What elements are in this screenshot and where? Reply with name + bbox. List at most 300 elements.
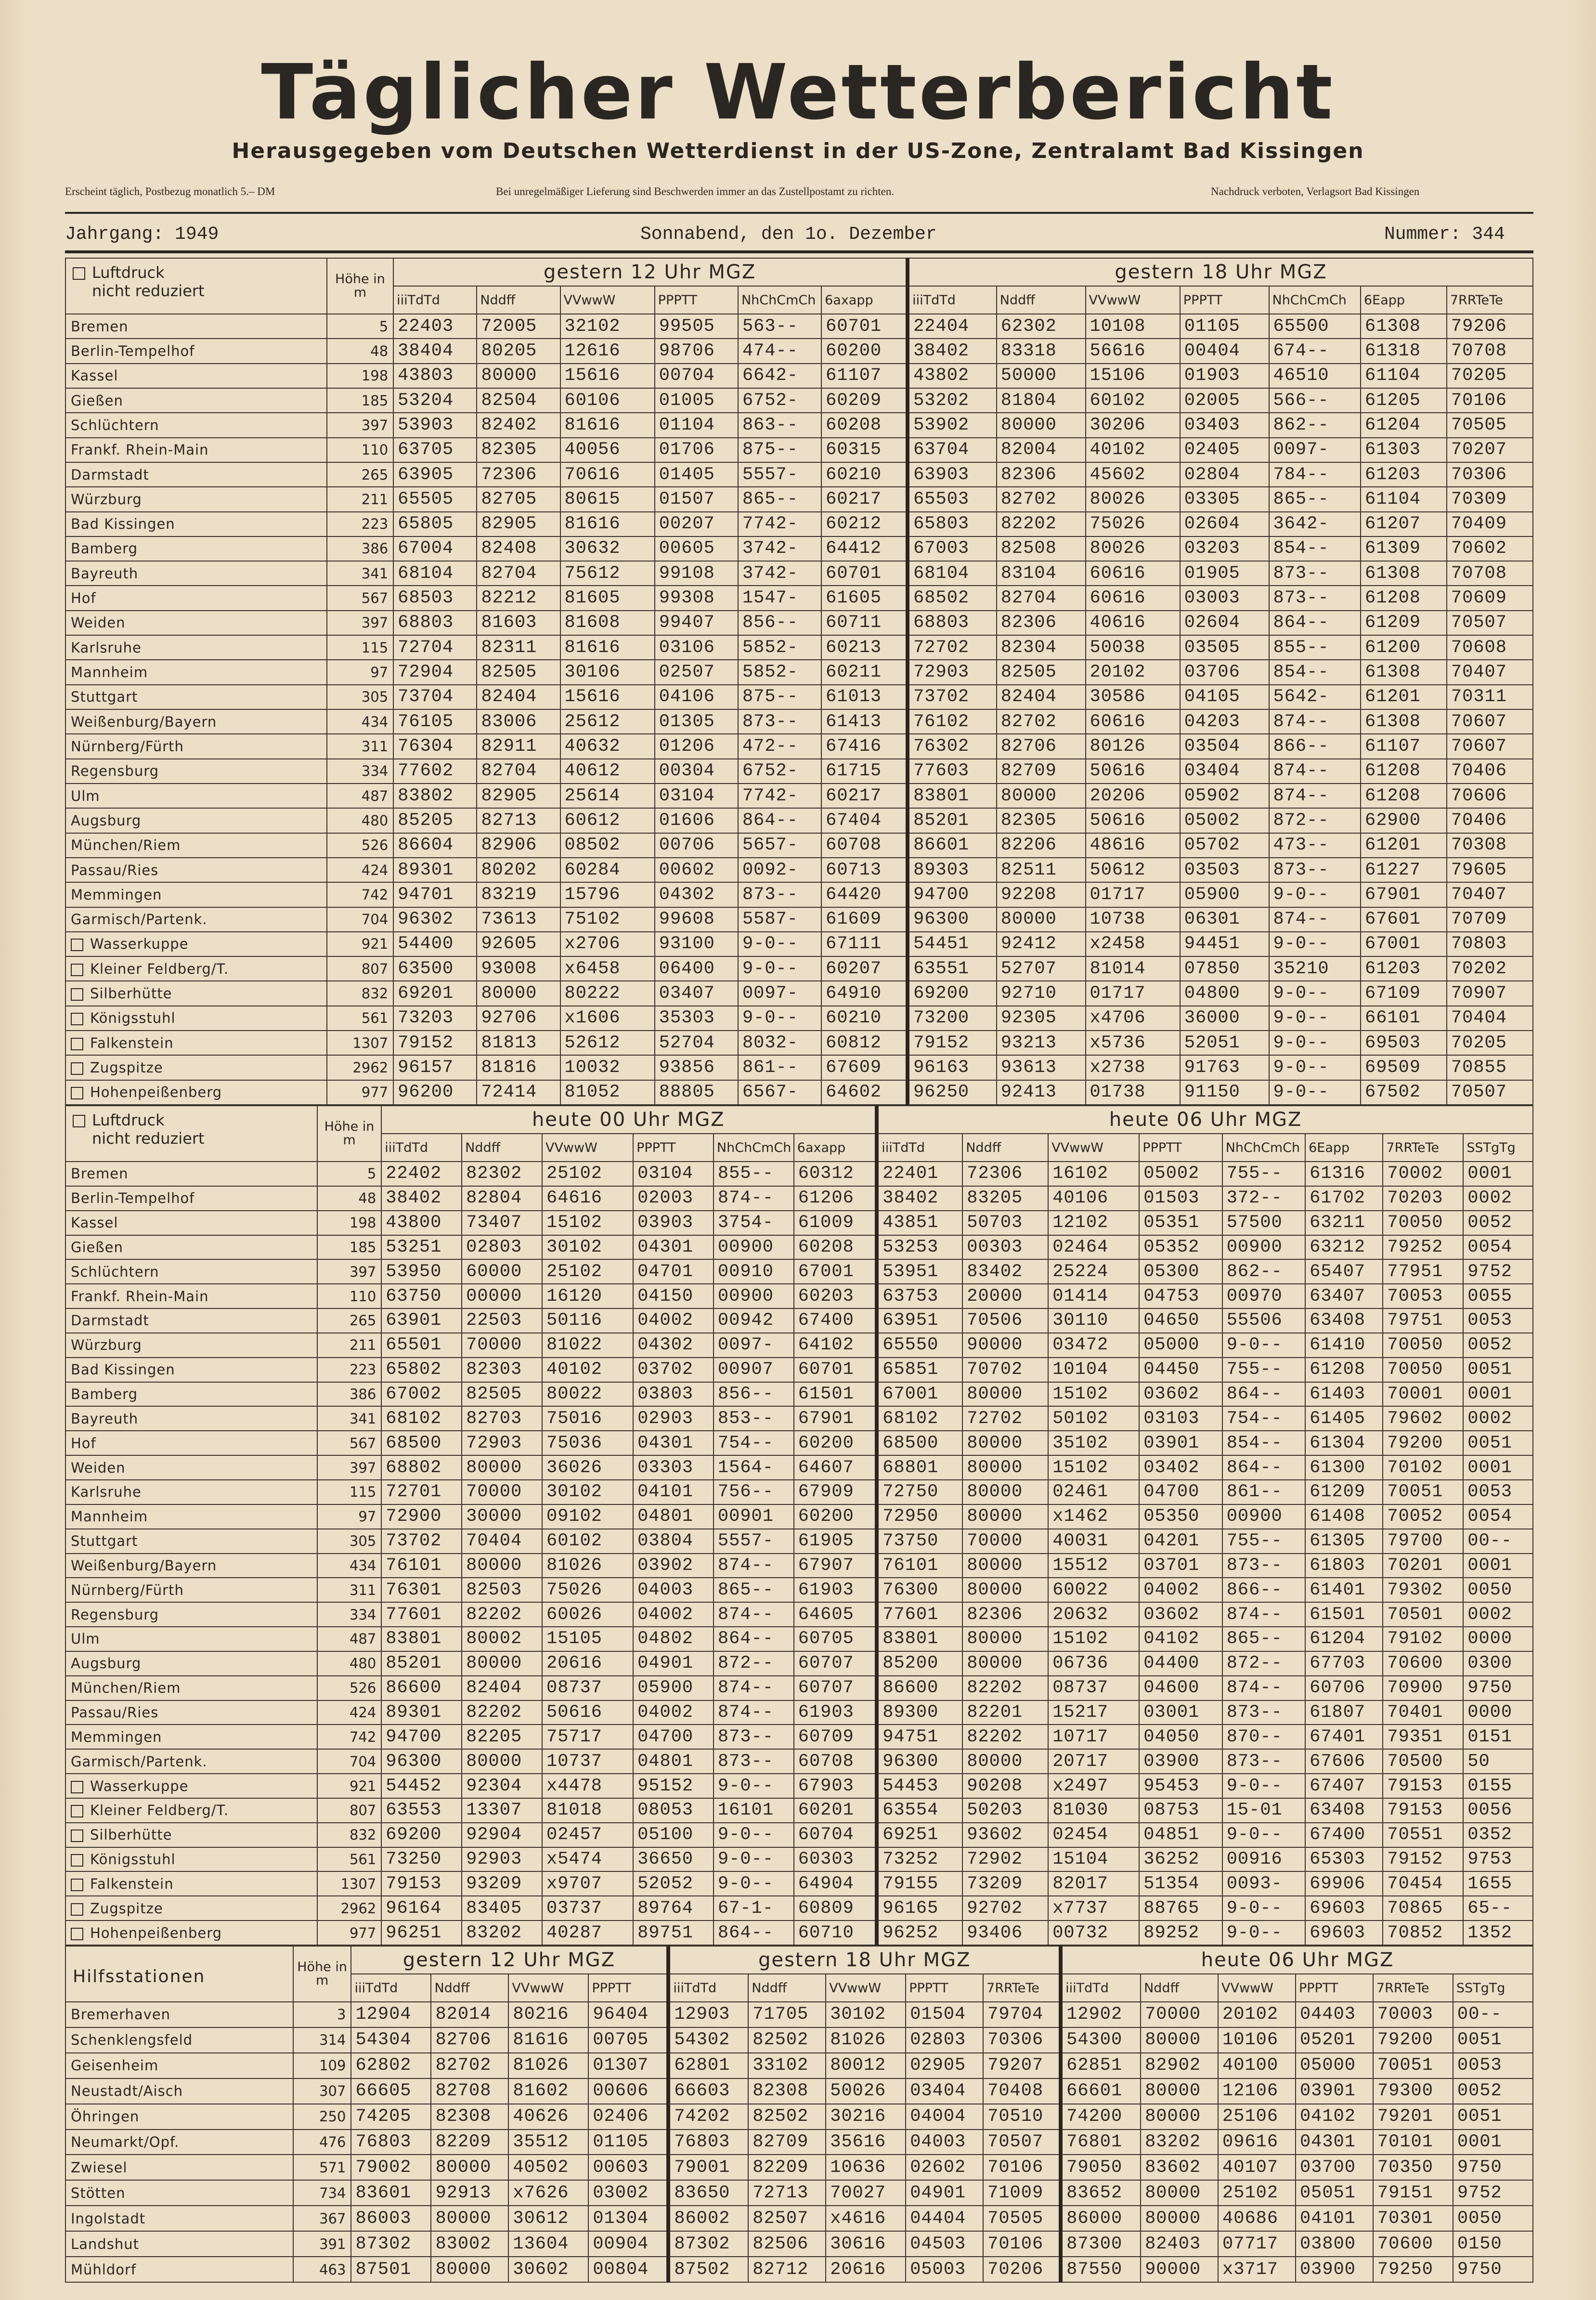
data-cell: 04106 <box>655 685 738 709</box>
data-cell: 73702 <box>908 685 997 709</box>
column-header: PPPTT <box>588 1974 668 2002</box>
data-cell: 82209 <box>431 2130 508 2155</box>
data-cell: 80000 <box>962 1504 1048 1529</box>
data-cell: x1606 <box>560 1006 655 1031</box>
data-cell: 61605 <box>821 586 908 610</box>
data-cell: 30216 <box>826 2104 906 2130</box>
column-header: SSTgTg <box>1463 1134 1533 1162</box>
station-label: Falkenstein <box>90 1034 174 1051</box>
data-cell: 74200 <box>1061 2104 1141 2130</box>
data-cell: 60713 <box>821 858 908 882</box>
data-cell: 00970 <box>1222 1284 1305 1308</box>
data-cell: 79351 <box>1383 1725 1463 1749</box>
data-cell: 01005 <box>655 388 738 413</box>
station-row <box>65 2206 1533 2231</box>
station-row <box>65 1431 1533 1455</box>
data-cell: 79206 <box>1447 314 1533 339</box>
station-name <box>65 2257 293 2282</box>
data-cell: x6458 <box>560 956 655 981</box>
data-cell: 80222 <box>560 981 655 1006</box>
data-cell: 86600 <box>877 1676 962 1700</box>
data-cell: 67003 <box>908 536 997 561</box>
station-name <box>65 388 327 413</box>
column-header: NhChCmCh <box>1222 1134 1305 1162</box>
data-cell: 81813 <box>477 1031 560 1055</box>
station-name <box>65 1676 317 1700</box>
data-cell: 82504 <box>477 388 560 413</box>
data-cell: 50203 <box>962 1798 1048 1823</box>
data-cell: 82702 <box>997 487 1086 511</box>
data-cell: 60616 <box>1086 586 1180 610</box>
data-cell: 60102 <box>542 1529 633 1554</box>
data-cell: 03900 <box>1139 1749 1222 1774</box>
data-cell: 40102 <box>542 1358 633 1382</box>
data-cell: 82403 <box>1141 2231 1218 2257</box>
data-cell: 25106 <box>1218 2104 1296 2130</box>
data-cell: 04400 <box>1139 1651 1222 1676</box>
data-cell: 30000 <box>462 1504 542 1529</box>
data-cell: 30110 <box>1048 1308 1139 1333</box>
data-cell: 12616 <box>560 339 655 363</box>
station-height: 341 <box>327 561 394 586</box>
data-cell: 63905 <box>393 462 477 487</box>
data-cell: 60200 <box>794 1431 877 1455</box>
data-cell: 22404 <box>908 314 997 339</box>
data-cell: 93602 <box>962 1823 1048 1847</box>
data-cell: 96300 <box>381 1749 462 1774</box>
data-cell: 62851 <box>1061 2053 1141 2078</box>
data-cell: 05352 <box>1139 1235 1222 1260</box>
data-cell: 9-0-- <box>1269 932 1361 956</box>
data-cell: 67601 <box>1361 907 1447 932</box>
data-cell: 02604 <box>1180 512 1269 536</box>
data-cell: 61107 <box>1361 734 1447 758</box>
station-name <box>65 1235 317 1260</box>
data-cell: 05350 <box>1139 1504 1222 1529</box>
station-label: Darmstadt <box>71 1312 149 1329</box>
data-cell: 70501 <box>1383 1602 1463 1627</box>
station-height: 115 <box>327 635 394 660</box>
data-cell: 3642- <box>1269 512 1361 536</box>
station-row <box>65 981 1533 1006</box>
table-auxiliary-stations <box>65 1946 1533 2283</box>
station-row <box>65 660 1533 684</box>
station-name <box>65 2053 293 2078</box>
data-cell: 00207 <box>655 512 738 536</box>
station-name <box>65 858 327 882</box>
data-cell: 00605 <box>655 536 738 561</box>
station-row <box>65 1725 1533 1749</box>
data-cell: 61413 <box>821 709 908 734</box>
data-cell: 08753 <box>1139 1798 1222 1823</box>
data-cell: 03305 <box>1180 487 1269 511</box>
data-cell: 856-- <box>714 1382 794 1407</box>
data-cell: 79200 <box>1383 1431 1463 1455</box>
station-height: 1307 <box>317 1871 381 1896</box>
data-cell: 82505 <box>477 660 560 684</box>
data-cell: 65501 <box>381 1333 462 1358</box>
data-cell: 04503 <box>906 2231 983 2257</box>
data-cell: 01507 <box>655 487 738 511</box>
station-row <box>65 413 1533 437</box>
data-cell: 63750 <box>381 1284 462 1308</box>
checkbox-icon <box>71 964 83 976</box>
header-rule-top <box>65 212 1533 214</box>
data-cell: 79050 <box>1061 2155 1141 2180</box>
data-cell: 70606 <box>1447 784 1533 808</box>
data-cell: 70500 <box>1383 1749 1463 1774</box>
station-name <box>65 1455 317 1480</box>
data-cell: 03701 <box>1139 1554 1222 1578</box>
data-cell: 63554 <box>877 1798 962 1823</box>
data-cell: 80000 <box>1141 2027 1218 2053</box>
data-cell: 67901 <box>794 1406 877 1431</box>
data-cell: 07850 <box>1180 956 1269 981</box>
column-header: Nddff <box>748 1974 826 2002</box>
data-cell: 70616 <box>560 462 655 487</box>
data-cell: 04102 <box>1139 1627 1222 1651</box>
data-cell: 96251 <box>381 1921 462 1945</box>
data-cell: 874-- <box>714 1554 794 1578</box>
data-cell: 875-- <box>738 685 821 709</box>
station-label: Memmingen <box>71 1728 162 1745</box>
data-cell: 82302 <box>462 1162 542 1186</box>
data-cell: 82703 <box>462 1406 542 1431</box>
data-cell: 01504 <box>906 2002 983 2027</box>
data-cell: 67002 <box>381 1382 462 1407</box>
data-cell: 00705 <box>588 2027 668 2053</box>
data-cell: 60210 <box>821 462 908 487</box>
data-cell: 03504 <box>1180 734 1269 758</box>
data-cell: 0002 <box>1463 1186 1533 1211</box>
data-cell: 6752- <box>738 759 821 784</box>
column-header: Nddff <box>997 286 1086 314</box>
station-label: Bremen <box>71 1165 129 1182</box>
data-cell: 53902 <box>908 413 997 437</box>
data-cell: 00907 <box>714 1358 794 1382</box>
data-cell: 83006 <box>477 709 560 734</box>
data-cell: 80000 <box>462 1651 542 1676</box>
data-cell: 61309 <box>1361 536 1447 561</box>
station-name <box>65 1162 317 1186</box>
station-row <box>65 1031 1533 1055</box>
data-cell: 9-0-- <box>738 932 821 956</box>
data-cell: 80000 <box>962 1749 1048 1774</box>
station-name <box>65 611 327 635</box>
data-cell: 73203 <box>393 1006 477 1031</box>
data-cell: 83402 <box>962 1259 1048 1284</box>
data-cell: 61303 <box>1361 438 1447 462</box>
station-row <box>65 1006 1533 1031</box>
data-cell: 33102 <box>748 2053 826 2078</box>
station-label: Hohenpeißenberg <box>90 1084 222 1101</box>
data-cell: 96252 <box>877 1921 962 1945</box>
station-name <box>65 956 327 981</box>
data-cell: 01104 <box>655 413 738 437</box>
data-cell: 65407 <box>1305 1259 1383 1284</box>
data-cell: 00900 <box>1222 1235 1305 1260</box>
data-cell: 5852- <box>738 660 821 684</box>
station-row <box>65 1235 1533 1260</box>
publisher-line: Herausgegeben vom Deutschen Wetterdienst in der US-Zone, Zentralamt Bad Kissingen <box>232 139 1364 163</box>
data-cell: x2497 <box>1048 1774 1139 1798</box>
column-header: PPPTT <box>655 286 738 314</box>
data-cell: 38404 <box>393 339 477 363</box>
data-cell: 04302 <box>633 1333 714 1358</box>
data-cell: 64412 <box>821 536 908 561</box>
data-cell: 784-- <box>1269 462 1361 487</box>
data-cell: 92904 <box>462 1823 542 1847</box>
data-cell: 03702 <box>633 1358 714 1382</box>
checkbox-icon <box>71 1879 83 1891</box>
data-cell: 70600 <box>1373 2231 1453 2257</box>
data-cell: 30102 <box>542 1235 633 1260</box>
data-cell: 82404 <box>462 1676 542 1700</box>
data-cell: 99505 <box>655 314 738 339</box>
data-cell: 70051 <box>1373 2053 1453 2078</box>
station-row <box>65 1406 1533 1431</box>
data-cell: 72704 <box>393 635 477 660</box>
data-cell: 01706 <box>655 438 738 462</box>
data-cell: x4478 <box>542 1774 633 1798</box>
data-cell: 63408 <box>1305 1798 1383 1823</box>
data-cell: 03404 <box>1180 759 1269 784</box>
data-cell: 80000 <box>997 784 1086 808</box>
data-cell: 53204 <box>393 388 477 413</box>
station-name <box>65 734 327 758</box>
station-height: 48 <box>317 1186 381 1211</box>
data-cell: 82205 <box>462 1725 542 1749</box>
data-cell: 04403 <box>1296 2002 1373 2027</box>
station-name <box>65 2206 293 2231</box>
station-height: 397 <box>317 1259 381 1284</box>
data-cell: 1655 <box>1463 1871 1533 1896</box>
data-cell: 46510 <box>1269 364 1361 388</box>
station-label: Garmisch/Partenk. <box>71 1753 208 1770</box>
station-height: 487 <box>327 784 394 808</box>
data-cell: 70202 <box>1447 956 1533 981</box>
station-name <box>65 1186 317 1211</box>
data-cell: 9-0-- <box>714 1823 794 1847</box>
station-label: Zwiesel <box>71 2159 128 2176</box>
data-cell: 61702 <box>1305 1186 1383 1211</box>
data-cell: 36026 <box>542 1455 633 1480</box>
data-cell: 38402 <box>908 339 997 363</box>
data-cell: 73613 <box>477 907 560 932</box>
station-row <box>65 339 1533 363</box>
data-cell: 04003 <box>906 2130 983 2155</box>
data-cell: 25102 <box>1218 2180 1296 2206</box>
data-cell: 30102 <box>826 2002 906 2027</box>
data-cell: 873-- <box>714 1725 794 1749</box>
data-cell: 61308 <box>1361 561 1447 586</box>
data-cell: 70203 <box>1383 1186 1463 1211</box>
data-cell: 0052 <box>1463 1333 1533 1358</box>
data-cell: 66605 <box>351 2078 431 2104</box>
data-cell: 81804 <box>997 388 1086 413</box>
data-cell: 94751 <box>877 1725 962 1749</box>
data-cell: 81616 <box>560 413 655 437</box>
station-name <box>65 462 327 487</box>
data-cell: 00404 <box>1180 339 1269 363</box>
data-cell: 8032- <box>738 1031 821 1055</box>
data-cell: 61903 <box>794 1578 877 1602</box>
station-name <box>65 1006 327 1031</box>
data-cell: 80000 <box>997 413 1086 437</box>
data-cell: 865-- <box>1269 487 1361 511</box>
data-cell: 89301 <box>381 1700 462 1725</box>
data-cell: 04101 <box>633 1480 714 1504</box>
station-label: Augsburg <box>71 1655 142 1672</box>
data-cell: 92706 <box>477 1006 560 1031</box>
station-label: Passau/Ries <box>71 1704 159 1721</box>
station-name <box>65 2002 293 2027</box>
data-cell: 70409 <box>1447 512 1533 536</box>
data-cell: 866-- <box>1269 734 1361 758</box>
station-row <box>65 1259 1533 1284</box>
data-cell: 70505 <box>983 2206 1061 2231</box>
data-cell: 52052 <box>633 1871 714 1896</box>
station-label: Stuttgart <box>71 1533 138 1550</box>
station-label: Gießen <box>71 1239 123 1255</box>
data-cell: 0001 <box>1463 1382 1533 1407</box>
data-cell: 60701 <box>821 314 908 339</box>
data-cell: 65500 <box>1269 314 1361 339</box>
station-label: Schlüchtern <box>71 417 159 433</box>
station-label: Nürnberg/Fürth <box>71 1581 184 1598</box>
station-name <box>65 1847 317 1872</box>
data-cell: 82709 <box>997 759 1086 784</box>
data-cell: 9753 <box>1463 1847 1533 1872</box>
data-cell: 94451 <box>1180 932 1269 956</box>
data-cell: 0093- <box>1222 1871 1305 1896</box>
data-cell: 50038 <box>1086 635 1180 660</box>
data-cell: 72900 <box>381 1504 462 1529</box>
data-cell: 60210 <box>821 1006 908 1031</box>
data-cell: 81018 <box>542 1798 633 1823</box>
data-cell: 80026 <box>1086 487 1180 511</box>
data-cell: 82202 <box>962 1725 1048 1749</box>
data-cell: 67400 <box>1305 1823 1383 1847</box>
data-cell: 60211 <box>821 660 908 684</box>
data-cell: 82202 <box>997 512 1086 536</box>
data-cell: 82404 <box>997 685 1086 709</box>
data-cell: 00706 <box>655 833 738 858</box>
station-height: 742 <box>317 1725 381 1749</box>
data-cell: 89751 <box>633 1921 714 1945</box>
station-row <box>65 759 1533 784</box>
data-cell: 50102 <box>1048 1406 1139 1431</box>
data-cell: 80000 <box>962 1480 1048 1504</box>
data-cell: 03901 <box>1139 1431 1222 1455</box>
data-cell: 60207 <box>821 956 908 981</box>
data-cell: 0155 <box>1463 1774 1533 1798</box>
station-label: Nürnberg/Fürth <box>71 738 184 755</box>
data-cell: 82304 <box>997 635 1086 660</box>
station-label: Neustadt/Aisch <box>71 2083 183 2100</box>
checkbox-icon <box>71 1781 83 1793</box>
data-cell: 61308 <box>1361 314 1447 339</box>
data-cell: 04753 <box>1139 1284 1222 1308</box>
data-cell: 92710 <box>997 981 1086 1006</box>
station-height: 341 <box>317 1406 381 1431</box>
data-cell: 70106 <box>983 2155 1061 2180</box>
station-height: 734 <box>293 2180 351 2206</box>
data-cell: 80002 <box>462 1627 542 1651</box>
column-header: PPPTT <box>1296 1974 1373 2002</box>
station-height: 305 <box>317 1529 381 1554</box>
data-cell: 70308 <box>1447 833 1533 858</box>
data-cell: 79704 <box>983 2002 1061 2027</box>
data-cell: 10636 <box>826 2155 906 2180</box>
group-header-1: gestern 12 Uhr MGZ <box>393 258 908 286</box>
column-header: VVwwW <box>826 1974 906 2002</box>
data-cell: 72306 <box>477 462 560 487</box>
station-name <box>65 1431 317 1455</box>
data-cell: 38402 <box>877 1186 962 1211</box>
data-cell: 862-- <box>1269 413 1361 437</box>
data-cell: 76302 <box>908 734 997 758</box>
data-cell: 61209 <box>1305 1480 1383 1504</box>
data-cell: 04050 <box>1139 1725 1222 1749</box>
data-cell: 03902 <box>633 1554 714 1578</box>
data-cell: 69200 <box>381 1823 462 1847</box>
data-cell: 63407 <box>1305 1284 1383 1308</box>
station-name <box>65 1055 327 1080</box>
data-cell: 48616 <box>1086 833 1180 858</box>
column-header: VVwwW <box>560 286 655 314</box>
data-cell: 70852 <box>1383 1921 1463 1945</box>
data-cell: 04600 <box>1139 1676 1222 1700</box>
data-cell: 874-- <box>714 1602 794 1627</box>
data-cell: 30206 <box>1086 413 1180 437</box>
data-cell: 67004 <box>393 536 477 561</box>
station-label: Garmisch/Partenk. <box>71 911 208 928</box>
station-name <box>65 1651 317 1676</box>
data-cell: 04302 <box>655 882 738 907</box>
issue-number: Nummer: 344 <box>1384 224 1505 245</box>
data-cell: 70406 <box>1447 759 1533 784</box>
station-label: Kleiner Feldberg/T. <box>90 1802 229 1819</box>
station-row <box>65 956 1533 981</box>
column-header: Nddff <box>1141 1974 1218 2002</box>
data-cell: 1352 <box>1463 1921 1533 1945</box>
data-cell: 875-- <box>738 438 821 462</box>
data-cell: 35303 <box>655 1006 738 1031</box>
data-cell: 6567- <box>738 1080 821 1105</box>
data-cell: 54400 <box>393 932 477 956</box>
column-header: VVwwW <box>1086 286 1180 314</box>
volume-year: Jahrgang: 1949 <box>65 224 219 245</box>
station-height: 397 <box>327 611 394 635</box>
data-cell: 50116 <box>542 1308 633 1333</box>
data-cell: 70407 <box>1447 882 1533 907</box>
station-height: 5 <box>317 1162 381 1186</box>
data-cell: 15796 <box>560 882 655 907</box>
data-cell: 72902 <box>962 1847 1048 1872</box>
data-cell: 96163 <box>908 1055 997 1080</box>
data-cell: 08737 <box>1048 1676 1139 1700</box>
data-cell: 50616 <box>1086 808 1180 833</box>
checkbox-icon <box>71 1013 83 1025</box>
station-name <box>65 1284 317 1308</box>
data-cell: 04800 <box>1180 981 1269 1006</box>
data-cell: 861-- <box>738 1055 821 1080</box>
data-cell: 05902 <box>1180 784 1269 808</box>
data-cell: 16101 <box>714 1798 794 1823</box>
group-header-2: heute 06 Uhr MGZ <box>877 1106 1533 1134</box>
station-height: 223 <box>327 512 394 536</box>
